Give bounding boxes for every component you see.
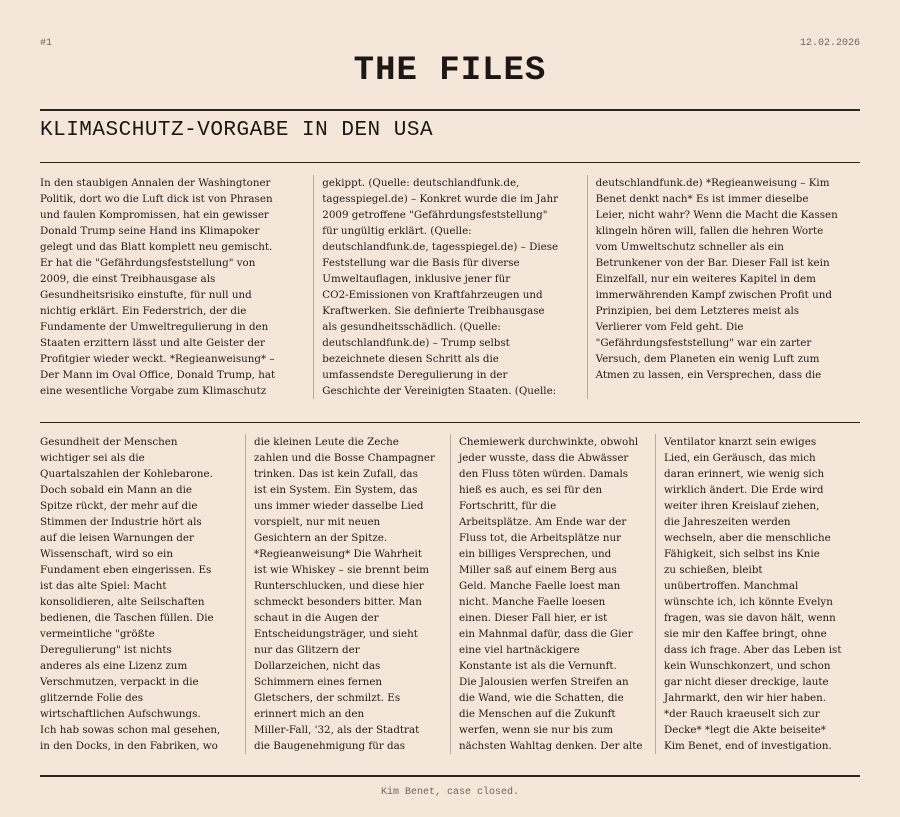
article-column: gekippt. (Quelle: deutschlandfunk.de, tagesspiegel.de) – Konkret wurde die im Jahr 2009 getroffene "Gefährdungsfeststellung" für ungültig erklärt. (Quelle: deutschlandfunk.de, tagesspiegel.de) – Diese Feststellung war die Basis für diverse Umweltauflagen, inklusive jener für CO2-Emissionen von Kraftfahrzeugen und Kraftwerken. Sie definierte Treibhausgase als gesundheitsschädlich. (Quelle: deutschlandfunk.de) – Trump selbst bezeichnete diesen Schritt als die umfassendste Deregulierung in der Geschichte der Vereinigten Staaten. (Quelle: [313,175,586,399]
masthead-divider [40,109,860,111]
issue-date: 12.02.2026 [799,38,860,49]
article-column: In den staubigen Annalen der Washingtoner Politik, dort wo die Luft dick ist von Phrasen und faulen Kompromissen, hat ein gewisser Donald Trump seine Hand ins Klimapoker gelegt und das Blatt komplett neu gemischt. Er hat die "Gefährdungsfeststellung" von 2009, die einst Treibhausgase als Gesundheitsrisiko einstufte, für null und nichtig erklärt. Ein Federstrich, der die Fundamente der Umweltregulierung in den Staaten erzittern lässt und alte Geister der Profitgier wieder weckt. *Regieanweisung* – Der Mann im Oval Office, Donald Trump, hat eine wesentliche Vorgabe zum Klimaschutz [40,177,276,397]
headline-divider [40,162,860,163]
footer-signoff: Kim Benet, case closed. [380,787,520,798]
footer-divider [40,775,860,777]
article-column: die kleinen Leute die Zeche zahlen und die Bosse Champagner trinken. Das ist kein Zufall, das ist ein System. Ein System, das uns immer wieder dasselbe Lied vorspielt, nur mit neuen Gesichtern an der Spitze. *Regieanweisung* Die Wahrheit ist wie Whiskey – sie brennt beim Runterschlucken, und diese hier schmeckt besonders bitter. Man schaut in die Augen der Entscheidungsträger, und sieht nur das Glitzern der Dollarzeichen, nicht das Schimmern eines fernen Gletschers, der schmilzt. Es erinnert mich an den Miller-Fall, '32, als der Stadtrat die Baugenehmigung für das [245,434,450,754]
article-column: Gesundheit der Menschen wichtiger sei als die Quartalszahlen der Kohlebarone. Doch sobald ein Mann an die Spitze rückt, der mehr auf die Stimmen der Industrie hört als auf die leisen Warnungen der Wissenschaft, wird so ein Fundament eben eingerissen. Es ist das alte Spiel: Macht konsolidieren, alte Seilschaften bedienen, die Taschen füllen. Die vermeintliche "größte Deregulierung" ist nichts anderes als eine Lizenz zum Verschmutzen, verpackt in die glitzernde Folie des wirtschaftlichen Aufschwungs. Ich hab sowas schon mal gesehen, in den Docks, in den Fabriken, wo [40,436,221,752]
article-column: Ventilator knarzt sein ewiges Lied, ein Geräusch, das mich daran erinnert, wie wenig sich wirklich ändert. Die Erde wird weiter ihren Kreislauf ziehen, die Jahreszeiten werden wechseln, aber die menschliche Fähigkeit, sich selbst ins Knie zu schießen, bleibt unübertroffen. Manchmal wünschte ich, ich könnte Evelyn fragen, was sie davon hält, wenn sie mir den Kaffee bringt, ohne dass ich frage. Aber das Leben ist kein Wunschkonzert, und schon gar nicht dieser dreckige, laute Jahrmarkt, den wir hier haben. *der Rauch kraeuselt sich zur Decke* *legt die Akte beiseite* Kim Benet, end of investigation. [655,434,860,754]
issue-number: #1 [40,38,53,49]
article-top-columns [40,175,860,399]
article-headline: KLIMASCHUTZ-VORGABE IN DEN USA [40,119,434,142]
section-divider [40,422,860,423]
masthead-title: THE FILES [353,52,547,90]
article-column: deutschlandfunk.de) *Regieanweisung – Kim Benet denkt nach* Es ist immer dieselbe Leier, nicht wahr? Wenn die Macht die Kassen klingeln hören will, fallen die hehren Worte vom Umweltschutz schneller als ein Betrunkener von der Bar. Dieser Fall ist kein Einzelfall, nur ein weiteres Kapitel in dem immerwährenden Kampf zwischen Profit und Prinzipien, bei dem Letzteres meist als Verlierer vom Feld geht. Die "Gefährdungsfeststellung" war ein zarter Versuch, dem Planeten ein wenig Luft zum Atmen zu lassen, ein Versprechen, dass die [587,175,860,399]
article-bottom-columns [40,434,860,754]
article-column: Chemiewerk durchwinkte, obwohl jeder wusste, dass die Abwässer den Fluss töten würden. Damals hieß es auch, es sei für den Fortschritt, für die Arbeitsplätze. Am Ende war der Fluss tot, die Arbeitsplätze nur ein billiges Versprechen, und Miller saß auf einem Berg aus Geld. Manche Faelle loest man nicht. Manche Faelle loesen einen. Dieser Fall hier, er ist ein Mahnmal dafür, dass die Gier eine viel hartnäckigere Konstante ist als die Vernunft. Die Jalousien werfen Streifen an die Wand, wie die Schatten, die die Menschen auf die Zukunft werfen, wenn sie nur bis zum nächsten Wahltag denken. Der alte [450,434,655,754]
